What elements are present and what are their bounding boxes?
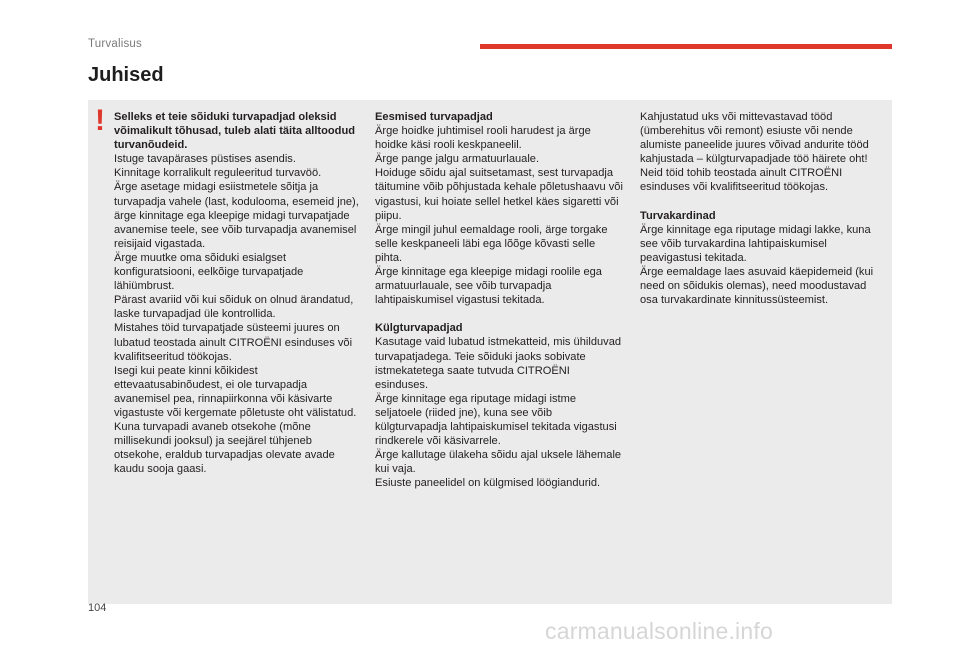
warning-intro: Selleks et teie sõiduki turvapadjad oleksid võimalikult tõhusad, tuleb alati täita alltoodud turvanõudeid. <box>114 111 356 152</box>
column-2 <box>375 110 625 490</box>
heading-side-airbags: Külgturvapadjad <box>375 322 463 335</box>
section-label: Turvalisus <box>88 38 142 50</box>
spacer <box>375 307 625 321</box>
spacer <box>640 195 885 209</box>
side-airbags-continued: Kahjustatud uks või mittevastavad tööd (ümberehitus või remont) esiuste või nende alumiste paneelide juures võivad andurite tööd kahjustada – külgturvapadjade töö häirete oht! Neid töid tohib teostada ainult CITROËNI esinduses või kvalifitseeritud töökojas. <box>640 111 869 194</box>
side-airbags-body: Kasutage vaid lubatud istmekatteid, mis ühilduvad turvapatjadega. Teie sõiduki jaoks sobivate istmekatetega saate tutvuda CITROËNI esinduses. Ärge kinnitage ega riputage midagi istme seljatoele (riided jne), kuna see võib külgturvapadja lahtipaiskumisel tekitada vigastusi rindkerele või käsivarrele. Ärge kallutage ülakeha sõidu ajal uksele lähemale kui vaja. Esiuste paneelidel on külgmised löögiandurid. <box>375 336 622 490</box>
accent-bar <box>480 44 892 49</box>
exclamation-icon: ! <box>95 104 105 137</box>
curtain-airbags-body: Ärge kinnitage ega riputage midagi lakke, kuna see võib turvakardina lahtipaiskumisel peavigastusi tekitada. Ärge eemaldage laes asuvaid käepidemeid (kui need on sõidukis olemas), need moodustavad osa turvakardinate kinnitussüsteemist. <box>640 223 874 307</box>
watermark: carmanualsonline.info <box>545 618 773 644</box>
page-title: Juhised <box>88 64 164 86</box>
front-airbags-body: Ärge hoidke juhtimisel rooli harudest ja ärge hoidke käsi rooli keskpaneelil. Ärge pange jalgu armatuurlauale. Hoiduge sõidu ajal suitsetamast, sest turvapadja täitumine võib põhjustada kehale põletushaavu või vigastusi, kui hoiate sellel hetkel käes sigaretti või piipu. Ärge mingil juhul eemaldage rooli, ärge torgake selle keskpaneeli läbi ega lõõge kõvasti selle pihta. Ärge kinnitage ega kleepige midagi roolile ega armatuurlauale, see võib turvapadja lahtipaiskumisel vigastusi tekitada. <box>375 125 623 307</box>
heading-curtain-airbags: Turvakardinad <box>640 209 716 222</box>
column-1 <box>114 110 362 476</box>
column-1-body: Istuge tavapärases püstises asendis. Kinnitage korralikult reguleeritud turvavöö. Ärge asetage midagi esiistmetele sõitja ja turvapadja vahele (last, kodulooma, esemeid jne), ärge kinnitage ega kleepige midagi turvapatjade avanemise teele, see võib turvapadja avanemisel reisijaid vigastada. Ärge muutke oma sõiduki esialgset konfiguratsiooni, eelkõige turvapatjade lähiümbrust. Pärast avariid või kui sõiduk on olnud ärandatud, laske turvapadjad üle kontrollida. Mistahes töid turvapatjade süsteemi juures on lubatud teostada ainult CITROËNI esinduses või kvalifitseeritud töökojas. Isegi kui peate kinni kõikidest ettevaatusabinõudest, ei ole turvapadja avanemisel pea, rinnapiirkonna või käsivarte vigastuste või kergemate põletuste oht välistatud. Kuna turvapadi avaneb otsekohe (mõne millisekundi jooksul) ja seejärel tühjeneb otsekohe, eraldub turvapadjas olevate avade kaudu sooja gaasi. <box>114 153 359 476</box>
heading-front-airbags: Eesmised turvapadjad <box>375 111 493 123</box>
page-number: 104 <box>88 602 107 614</box>
column-3 <box>640 110 885 307</box>
